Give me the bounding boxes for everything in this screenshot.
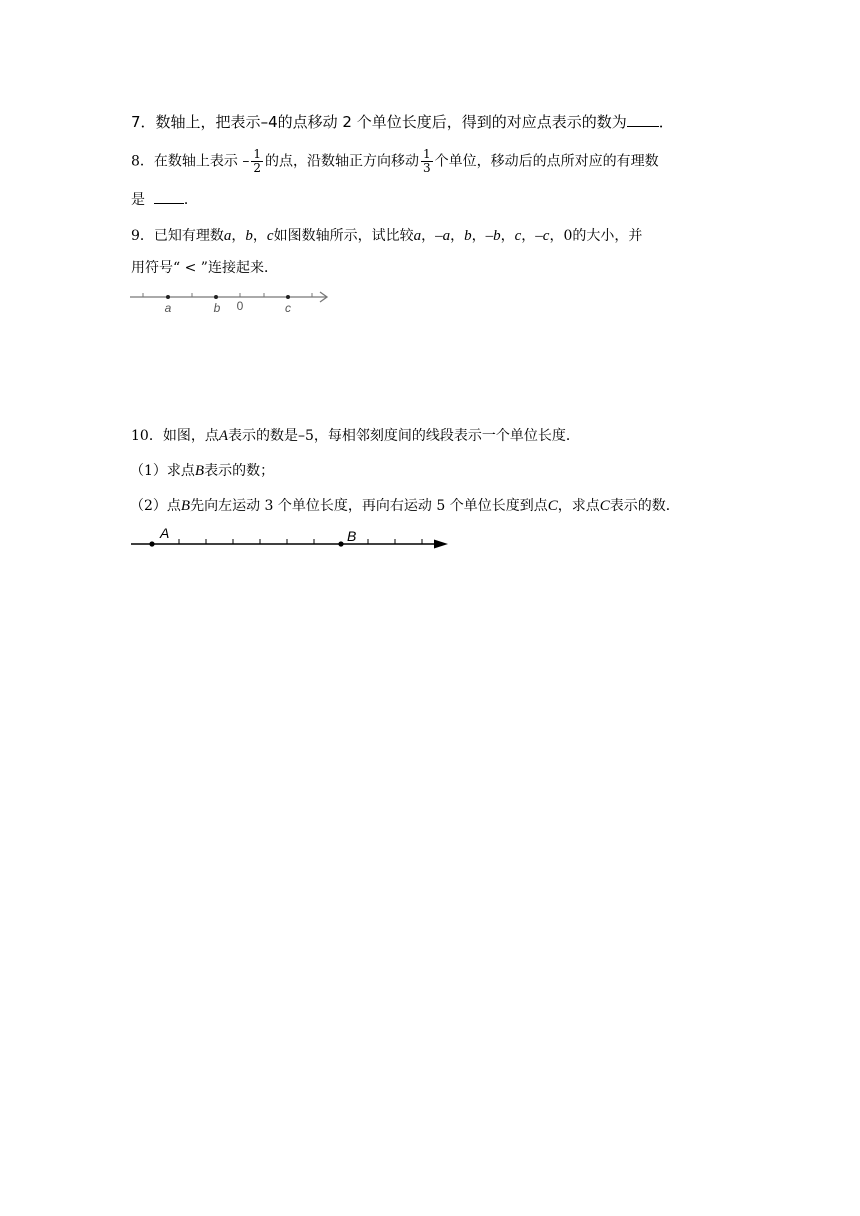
fraction-numerator: 1 [253, 147, 262, 161]
comma: ， [231, 228, 246, 244]
question-8-text-3: 个单位，移动后的点所对应的有理数 [434, 153, 659, 170]
fraction-one-third [421, 148, 433, 175]
minus-sign: – [242, 153, 250, 170]
label-c: c [285, 301, 291, 315]
question-9-text-3: 的大小，并 [572, 228, 643, 244]
comma: ， [450, 228, 465, 244]
question-9-text: ．已知有理数 [139, 228, 224, 244]
punctuation: ． [183, 192, 198, 208]
arrow-icon [434, 540, 448, 549]
part-1-label: （1） [130, 463, 167, 479]
variable-neg-b: –b [485, 228, 501, 244]
comma: ， [521, 228, 536, 244]
question-7-number: 7 [131, 113, 141, 131]
question-8-number: 8 [131, 153, 140, 170]
point-label-b: B [194, 463, 205, 479]
comma: ， [549, 228, 564, 244]
variable-a: a [223, 228, 232, 244]
question-10-number: 10 [131, 428, 149, 444]
question-9-text-4: 用符号“ < ”连接起来． [131, 260, 278, 276]
fraction-denominator: 3 [423, 161, 431, 175]
question-8-text-4: 是 [131, 192, 145, 208]
question-7 [131, 113, 674, 131]
question-9-number: 9 [131, 228, 140, 244]
part-1-text: 求点 [166, 463, 195, 479]
answer-blank [154, 203, 184, 204]
question-8 [131, 148, 659, 175]
fraction-denominator: 2 [253, 161, 262, 175]
part-1-text-2: 表示的数； [204, 463, 275, 479]
label-a: a [164, 301, 172, 315]
variable-neg-c: –c [535, 228, 550, 244]
comma: ， [500, 228, 515, 244]
fraction-one-half [251, 148, 263, 175]
answer-blank [627, 126, 659, 127]
part-2-label: （2） [130, 498, 167, 514]
punctuation: ． [658, 113, 674, 131]
point-label-c: C [547, 498, 558, 514]
zero: 0 [563, 228, 573, 244]
label-a: A [160, 526, 170, 541]
question-9-text-2: 如图数轴所示，试比较 [273, 228, 414, 244]
question-8-text: ．在数轴上表示 [139, 153, 238, 170]
question-10 [131, 427, 580, 445]
point-a [166, 295, 170, 299]
variable-a: a [413, 228, 422, 244]
variable-c: c [514, 228, 522, 244]
question-10-text: ．如图，点 [148, 428, 219, 444]
variable-b: b [464, 228, 472, 244]
point-label-b: B [180, 498, 191, 514]
number-line-q10 [128, 526, 458, 556]
question-8-line-2 [131, 191, 198, 209]
question-10-part-2 [130, 497, 680, 515]
part-2-text-4: 表示的数． [609, 498, 680, 514]
variable-neg-a: –a [435, 228, 451, 244]
point-b [214, 295, 218, 299]
fraction-numerator: 1 [423, 147, 431, 161]
point-a [149, 541, 154, 546]
label-zero: 0 [236, 299, 244, 313]
question-9 [131, 227, 642, 245]
part-2-text-2: 先向左运动 3 个单位长度，再向右运动 5 个单位长度到点 [190, 498, 548, 514]
question-8-text-2: 的点，沿数轴正方向移动 [265, 153, 420, 170]
point-label-c: C [599, 498, 610, 514]
question-10-value: –5 [298, 428, 314, 444]
comma: ， [252, 228, 267, 244]
comma: ， [471, 228, 486, 244]
point-c [286, 295, 290, 299]
variable-b: b [245, 228, 253, 244]
question-7-text-2: 的点移动 2 个单位长度后，得到的对应点表示的数为 [277, 113, 627, 131]
part-2-text-3: ，求点 [557, 498, 600, 514]
label-b: B [347, 528, 357, 544]
part-2-text: 点 [166, 498, 181, 514]
question-10-text-3: ，每相邻刻度间的线段表示一个单位长度． [313, 428, 580, 444]
question-10-part-1 [130, 462, 274, 480]
question-7-value: –4 [260, 113, 278, 131]
variable-c: c [266, 228, 274, 244]
label-b: b [213, 301, 221, 315]
question-10-text-2: 表示的数是 [228, 428, 298, 444]
comma: ， [421, 228, 436, 244]
question-7-text: ．数轴上，把表示 [140, 113, 261, 131]
question-9-line-2 [131, 259, 278, 277]
point-b [338, 541, 343, 546]
point-label-a: A [218, 428, 228, 444]
number-line-q9 [128, 286, 338, 316]
